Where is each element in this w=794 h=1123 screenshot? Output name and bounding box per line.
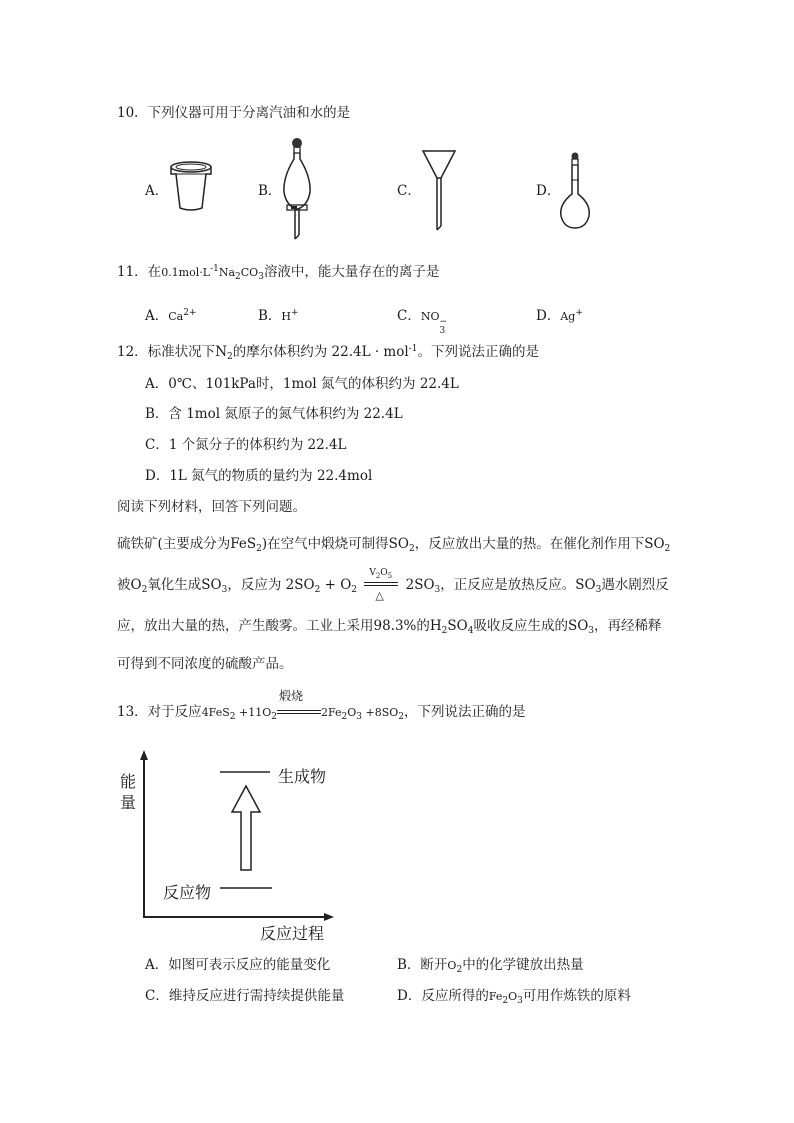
reaction-condition: 煅烧 [277,704,321,720]
q11-option-b: B．H+ [258,308,299,324]
q12-option-c: C．1 个氮分子的体积约为 22.4L [145,437,347,453]
q13-option-d: D．反应所得的$Fe_2O_3$可用作炼铁的原料 [397,988,631,1006]
q12-option-a: A．0℃、101kPa时，1mol 氮气的体积约为 22.4L [145,376,459,392]
product-label: 生成物 [278,767,327,786]
separatory-funnel-icon [280,137,314,243]
x-axis-arrow [324,913,334,921]
q10-option-b-letter: B． [258,183,282,199]
y-axis-label-2: 量 [120,793,137,812]
y-axis-label-1: 能 [120,772,137,791]
q13-option-b: B．断开$O_2$中的化学键放出热量 [397,957,584,975]
q12-option-d: D．1L 氮气的物质的量约为 22.4mol [145,468,373,484]
q12-stem: 12．标准状况下$N_2$的摩尔体积约为 22.4L · mol$^{-1}$。下列说法正确的是 [117,344,539,362]
reading-line-3: 应，放出大量的热，产生酸雾。工业上采用98.3%的$H_2SO_4$吸收反应生成的$SO_3$，再经稀释 [117,618,662,636]
up-arrow [232,786,260,870]
q11-stem: 11．在$0.1mol\cdot L^{-1}Na_2CO_3$溶液中，能大量存在的离子是 [117,264,440,282]
reactant-label: 反应物 [163,883,212,902]
q10-option-d-letter: D． [536,183,561,199]
q12-option-b: B．含 1mol 氮原子的氮气体积约为 22.4L [145,406,403,422]
crucible-icon [166,160,216,214]
reading-intro: 阅读下列材料，回答下列问题。 [117,499,306,515]
funnel-icon [422,150,456,232]
q13-option-a: A．如图可表示反应的能量变化 [145,957,331,973]
reading-line-1: 硫铁矿(主要成分为FeS$_2$)在空气中煅烧可制得$SO_2$，反应放出大量的热。在催化剂作用下$SO_2$ [117,536,671,554]
q13-option-c: C．维持反应进行需持续提供能量 [145,988,345,1004]
x-axis-label: 反应过程 [260,924,325,943]
q11-option-a: A．$Ca^{2+}$ [145,308,197,324]
q10-option-a-letter: A． [145,183,169,199]
equilibrium-arrow: $V_2O_5$ △ [361,577,401,593]
y-axis-arrow [140,750,148,760]
reading-line-4: 可得到不同浓度的硫酸产品。 [117,656,293,672]
volumetric-flask-icon [558,152,592,230]
q13-stem: 13．对于反应$4FeS_2 +11O_2$ 煅烧 $2Fe_2O_3 +8SO_2$，下列说法正确的是 [117,689,526,722]
reading-line-2: 被$O_2$氧化生成$SO_3$，反应为 $2SO_2 + O_2$ $V_2O_5$ △ $2SO_3$，正反应是放热反应。$SO_3$遇水剧烈反 [117,568,669,602]
q10-stem: 10．下列仪器可用于分离汽油和水的是 [117,105,351,121]
q10-option-c-letter: C． [397,183,421,199]
q11-option-c: C．NO − 3 [397,308,448,336]
q11-option-d: D．Ag+ [536,308,583,324]
